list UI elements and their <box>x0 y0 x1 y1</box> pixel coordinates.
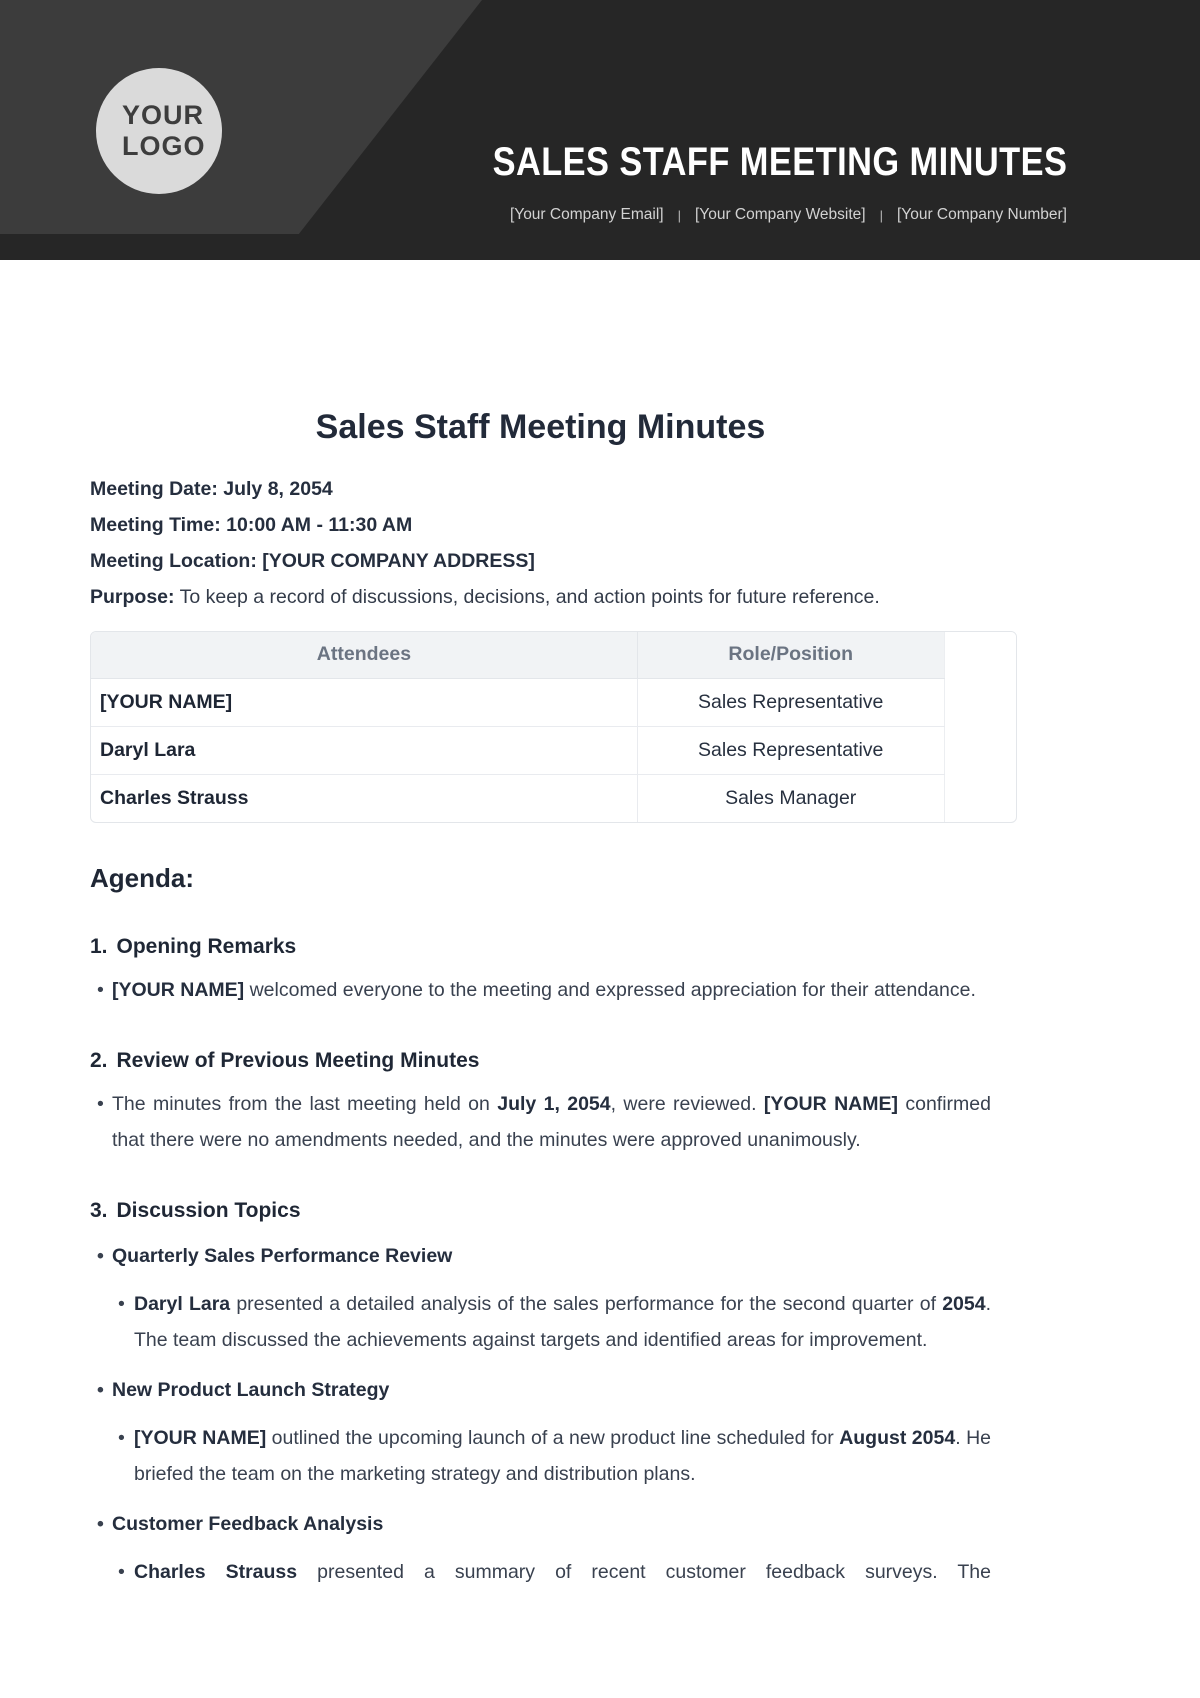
agenda-section-3-heading <box>90 1198 1017 1224</box>
meeting-purpose-line: Purpose: To keep a record of discussions, decisions, and action points for future reference. <box>90 586 880 608</box>
table-row <box>91 678 1016 726</box>
section-title: Review of Previous Meeting Minutes <box>116 1049 480 1072</box>
table-row <box>91 774 1016 822</box>
attendee-role-cell: Sales Manager <box>637 774 944 822</box>
attendees-table <box>90 631 1017 823</box>
contact-separator: | <box>677 207 681 223</box>
document-body <box>0 260 1017 1590</box>
topic-title-bullet: • Customer Feedback Analysis <box>90 1506 1017 1542</box>
attendee-name-cell: Daryl Lara <box>91 726 637 774</box>
company-email: [Your Company Email] <box>509 206 664 223</box>
meeting-location-line: Meeting Location: [YOUR COMPANY ADDRESS] <box>90 550 535 572</box>
section-title: Opening Remarks <box>116 935 297 958</box>
attendee-role-cell: Sales Representative <box>637 678 944 726</box>
agenda-heading: Agenda: <box>90 863 194 893</box>
role-column-header: Role/Position <box>637 632 944 678</box>
letterhead-title: SALES STAFF MEETING MINUTES <box>492 140 1067 184</box>
attendees-column-header: Attendees <box>91 632 637 678</box>
empty-cell <box>944 726 1016 774</box>
document-title: Sales Staff Meeting Minutes <box>315 408 766 446</box>
topic-title-bullet: • New Product Launch Strategy <box>90 1372 1017 1408</box>
topic-detail-bullet: • [YOUR NAME] outlined the upcoming launch of a new product line scheduled for August 2054. He briefed the team on the marketing strategy and distribution plans. <box>90 1420 1017 1492</box>
attendee-name-cell: Charles Strauss <box>100 786 249 809</box>
topic-title-bullet: • Quarterly Sales Performance Review <box>90 1238 1017 1274</box>
letterhead <box>0 0 1200 260</box>
logo-text-line1: YOUR <box>122 99 205 130</box>
topic-detail-bullet: • Daryl Lara presented a detailed analysis of the sales performance for the second quarter of 2054. The team discussed the achievements against targets and identified areas for improvement. <box>90 1286 1017 1358</box>
table-header-row <box>91 632 1016 678</box>
section-title: Discussion Topics <box>116 1199 301 1222</box>
table-row <box>91 726 1016 774</box>
company-logo <box>96 68 222 194</box>
attendee-role-cell: Sales Representative <box>637 726 944 774</box>
bullet-item: • [YOUR NAME] welcomed everyone to the meeting and expressed appreciation for their attendance. <box>90 972 1017 1008</box>
company-number: [Your Company Number] <box>896 206 1067 223</box>
contact-separator: | <box>879 207 883 223</box>
section-number: 1. <box>90 935 108 958</box>
header-diagonal-decoration <box>0 0 482 234</box>
empty-cell <box>944 774 1016 822</box>
logo-text-line2: LOGO <box>122 131 206 161</box>
section-number: 2. <box>90 1049 108 1072</box>
topic-detail-bullet: • Charles Strauss presented a summary of recent customer feedback surveys. The <box>90 1554 1017 1590</box>
empty-cell <box>944 678 1016 726</box>
meeting-date-line: Meeting Date: July 8, 2054 <box>90 478 333 500</box>
agenda-section-1-heading <box>90 934 1017 960</box>
bullet-item: • The minutes from the last meeting held on July 1, 2054, were reviewed. [YOUR NAME] confirmed that there were no amendments needed, and the minutes were approved unanimously. <box>90 1086 1017 1158</box>
empty-column-header <box>944 632 1016 678</box>
section-number: 3. <box>90 1199 108 1222</box>
agenda-section-2-heading <box>90 1048 1017 1074</box>
meeting-time-line: Meeting Time: 10:00 AM - 11:30 AM <box>90 514 413 536</box>
attendee-name-cell: [YOUR NAME] <box>91 678 637 726</box>
company-website: [Your Company Website] <box>695 206 866 223</box>
letterhead-contact-bar <box>510 206 1067 224</box>
